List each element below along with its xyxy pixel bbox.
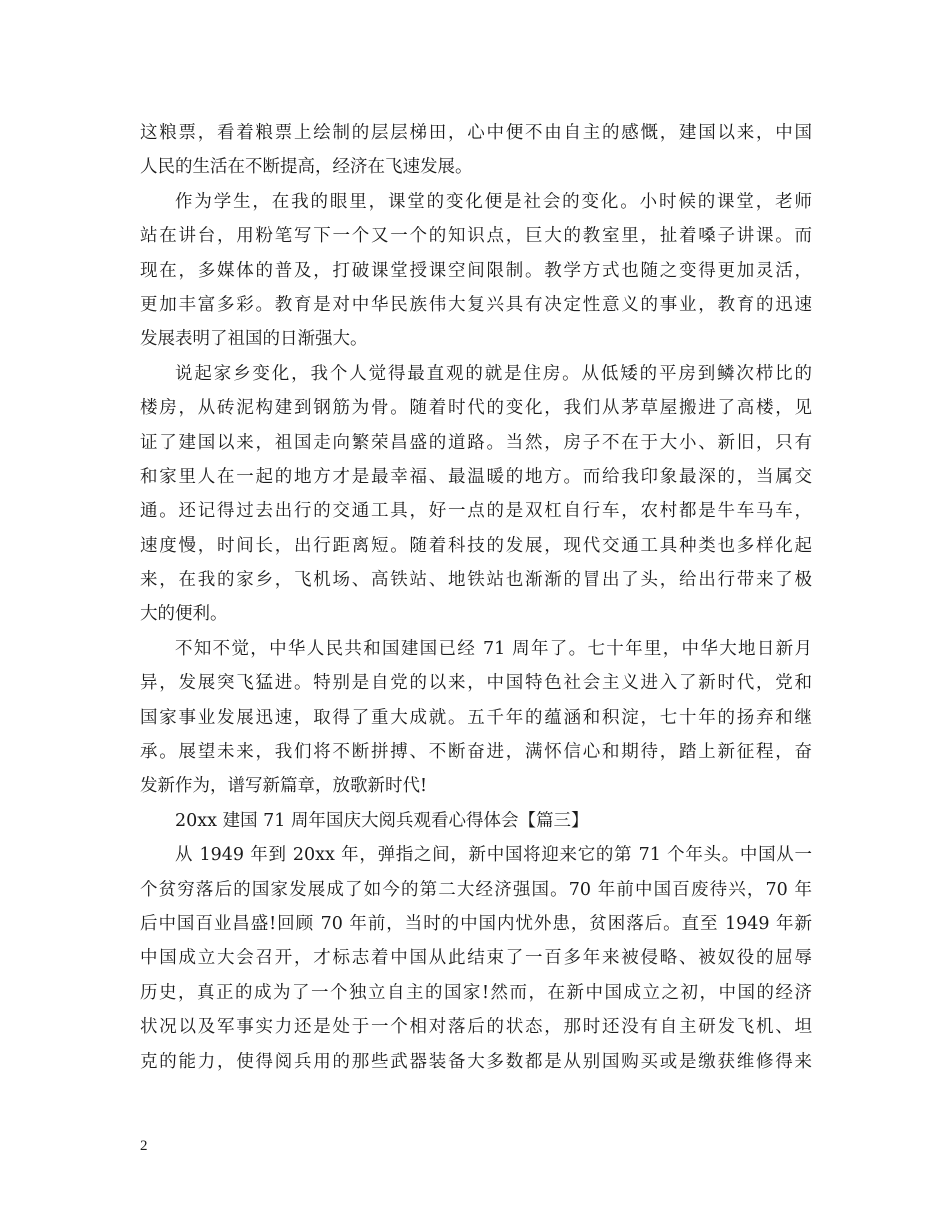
- text-line: 历史，真正的成为了一个独立自主的国家!然而，在新中国成立之初，中国的经济: [140, 982, 812, 1003]
- text-line: 人民的生活在不断提高，经济在飞速发展。: [140, 157, 473, 178]
- text-line: 20xx 建国 71 周年国庆大阅兵观看心得体会【篇三】: [175, 810, 589, 831]
- text-line: 这粮票，看着粮票上绘制的层层梯田，心中便不由自主的感慨，建国以来，中国: [140, 123, 812, 143]
- text-line: 速度慢，时间长，出行距离短。随着科技的发展，现代交通工具种类也多样化起: [140, 535, 812, 556]
- text-line: 说起家乡变化，我个人觉得最直观的就是住房。从低矮的平房到鳞次栉比的: [175, 363, 812, 384]
- text-line: 不知不觉，中华人民共和国建国已经 71 周年了。七十年里，中华大地日新月: [175, 638, 812, 659]
- text-line: 个贫穷落后的国家发展成了如今的第二大经济强国。70 年前中国百废待兴，70 年: [140, 879, 812, 900]
- text-line: 克的能力，使得阅兵用的那些武器装备大多数都是从别国购买或是缴获维修得来: [140, 1051, 812, 1072]
- text-line: 承。展望未来，我们将不断拼搏、不断奋进，满怀信心和期待，踏上新征程，奋: [140, 742, 812, 763]
- text-line: 大的便利。: [140, 604, 228, 625]
- text-line: 发新作为，谱写新篇章，放歌新时代!: [140, 776, 428, 797]
- text-line: 作为学生，在我的眼里，课堂的变化便是社会的变化。小时候的课堂，老师: [175, 191, 812, 212]
- text-line: 通。还记得过去出行的交通工具，好一点的是双杠自行车，农村都是牛车马车，: [140, 501, 812, 522]
- page-number: 2: [140, 1138, 148, 1154]
- text-line: 来，在我的家乡，飞机场、高铁站、地铁站也渐渐的冒出了头，给出行带来了极: [140, 570, 812, 591]
- text-line: 站在讲台，用粉笔写下一个又一个的知识点，巨大的教室里，扯着嗓子讲课。而: [140, 226, 812, 247]
- text-line: 和家里人在一起的地方才是最幸福、最温暖的地方。而给我印象最深的，当属交: [140, 466, 812, 487]
- text-line: 中国成立大会召开，才标志着中国从此结束了一百多年来被侵略、被奴役的屈辱: [140, 948, 812, 969]
- text-line: 异，发展突飞猛进。特别是自党的以来，中国特色社会主义进入了新时代，党和: [140, 673, 812, 694]
- text-line: 国家事业发展迅速，取得了重大成就。五千年的蕴涵和积淀，七十年的扬弃和继: [140, 707, 812, 728]
- text-line: 后中国百业昌盛!回顾 70 年前，当时的中国内忧外患，贫困落后。直至 1949 年新: [140, 913, 812, 934]
- text-line: 更加丰富多彩。教育是对中华民族伟大复兴具有决定性意义的事业，教育的迅速: [140, 294, 812, 315]
- text-line: 发展表明了祖国的日渐强大。: [140, 329, 368, 350]
- text-line: 从 1949 年到 20xx 年，弹指之间，新中国将迎来它的第 71 个年头。中国从一: [175, 845, 812, 866]
- text-line: 楼房，从砖泥构建到钢筋为骨。随着时代的变化，我们从茅草屋搬进了高楼，见: [140, 398, 812, 419]
- document-body: [140, 116, 812, 1079]
- text-line: 证了建国以来，祖国走向繁荣昌盛的道路。当然，房子不在于大小、新旧，只有: [140, 432, 812, 453]
- text-line: 状况以及军事实力还是处于一个相对落后的状态，那时还没有自主研发飞机、坦: [140, 1017, 812, 1038]
- text-line: 现在，多媒体的普及，打破课堂授课空间限制。教学方式也随之变得更加灵活，: [140, 260, 812, 281]
